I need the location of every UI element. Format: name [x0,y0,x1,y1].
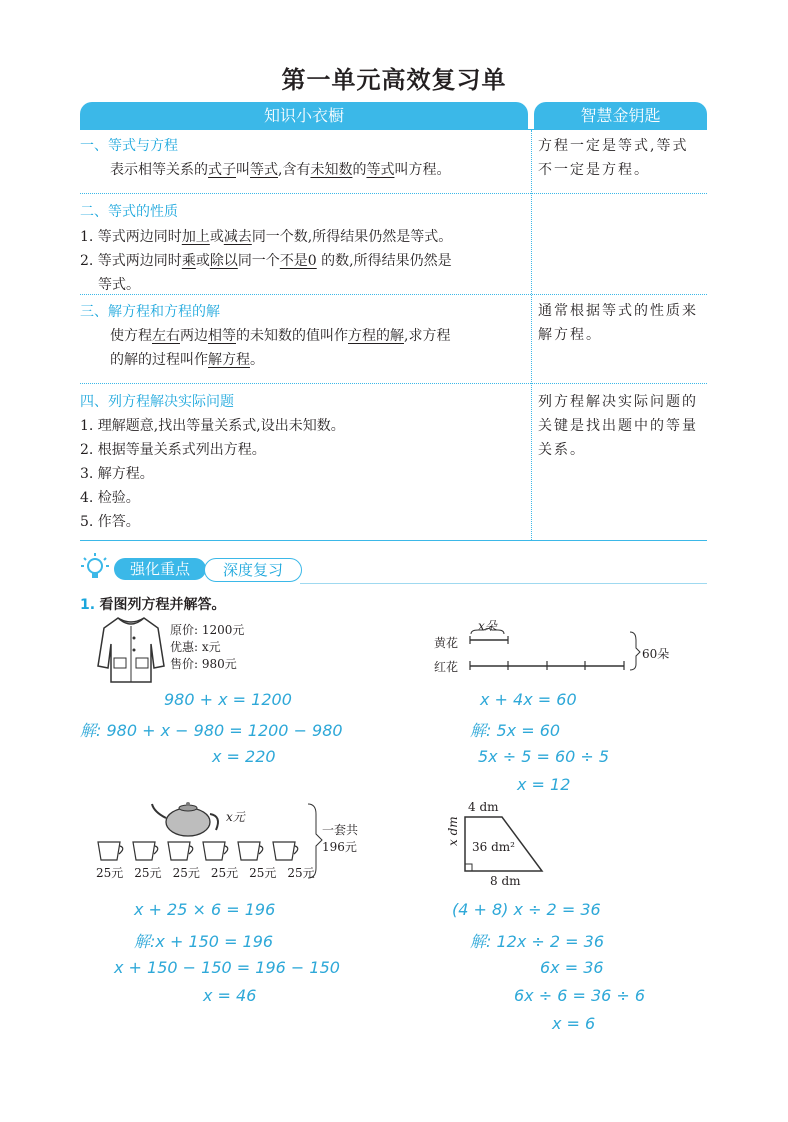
cup-icon [238,842,260,860]
page-title: 第一单元高效复习单 [281,66,507,94]
tip-line: 方程一定是等式,等式 [538,138,689,154]
list-item: 3. 解方程。 [80,466,154,482]
blank-answer: 方程的解 [348,328,404,344]
list-item: 1. 理解题意,找出等量关系式,设出未知数。 [80,418,345,434]
teapot-icon [150,798,226,840]
tip-line: 关系。 [538,442,586,458]
yellow-length-label: x朵 [478,619,497,633]
list-item: 5. 作答。 [80,514,140,530]
text: 叫方程。 [394,162,451,178]
row-divider [80,193,707,194]
work-line: 解: 980 + x − 980 = 1200 − 980 [80,721,343,740]
tip-1 [538,134,688,182]
text: 的解的过程叫作 [110,352,208,368]
blank-answer: 加上 [181,229,210,245]
text: 或 [209,229,224,245]
cup-price: 25元 [249,866,277,880]
cup-prices [96,864,315,881]
cup-icon [133,842,155,860]
text: 的未知数的值叫作 [236,328,348,344]
text: 的 [352,162,367,178]
table-bottom-rule [80,540,707,541]
cup-icon [168,842,190,860]
segment-diagram [468,628,648,674]
banner-key-points: 强化重点 [114,558,206,580]
section-1-text [110,158,450,182]
yellow-label: 黄花 [434,636,459,650]
discount: 优惠: x元 [170,640,221,654]
tip-line: 通常根据等式的性质来 [538,303,698,319]
column-divider [531,130,532,540]
work-line: 解:x + 150 = 196 [134,932,274,951]
original-price: 原价: 1200元 [170,623,245,637]
text: 或 [195,253,210,269]
tip-line: 列方程解决实际问题的 [538,394,698,410]
height-label: x dm [446,816,460,846]
blank-answer: 乘 [181,253,196,269]
line: 等式。 [98,277,140,293]
cup-price: 25元 [210,866,239,880]
area-label: 36 dm² [472,840,515,854]
blank-answer: 等式 [250,162,278,178]
bottom-length: 8 dm [490,874,521,888]
cup-price: 25元 [287,866,315,880]
list-item: 4. 检验。 [80,490,140,506]
banner-deep-review: 深度复习 [204,558,302,582]
set-label: 一套共 [322,823,359,837]
text: 两边 [180,328,208,344]
section-3-text [80,324,450,372]
work-line: x = 12 [517,775,571,794]
cup-price: 25元 [172,866,200,880]
work-line: x = 220 [212,747,276,766]
section-2-text [80,225,452,297]
section-4-title: 四、列方程解决实际问题 [80,394,234,410]
work-line: 解: 5x = 60 [470,721,561,740]
blank-answer: 式子 [208,162,236,178]
tip-line: 解方程。 [538,327,602,343]
teapot-price: x元 [226,810,245,824]
blank-answer: 等式 [366,162,395,178]
text: 。 [250,352,264,368]
line [80,249,452,273]
tip-line: 不一定是方程。 [538,162,650,178]
row-divider [80,383,707,384]
blank-answer: 解方程 [208,352,250,368]
blank-answer: 相等 [208,328,236,344]
coat-icon [96,614,166,686]
section-4-list [80,414,345,534]
text: 1. 等式两边同时 [80,229,182,245]
set-amount: 196元 [322,840,357,854]
work-line: 980 + x = 1200 [164,690,292,709]
sale-price: 售价: 980元 [170,657,237,671]
blank-answer: 不是0 [279,253,317,269]
question-1 [80,594,226,614]
cup-price: 25元 [134,866,162,880]
text: ,含有 [278,162,311,178]
text: 叫 [236,162,250,178]
work-line: 6x ÷ 6 = 36 ÷ 6 [514,986,646,1005]
section-2-title: 二、等式的性质 [80,204,178,220]
section-1-title: 一、等式与方程 [80,138,178,154]
cups-row [94,836,304,866]
line [80,324,450,348]
work-line: (4 + 8) x ÷ 2 = 36 [452,900,601,919]
work-line: x + 4x = 60 [480,690,577,709]
work-line: x + 25 × 6 = 196 [134,900,276,919]
blank-answer: 左右 [152,328,180,344]
question-text: 看图列方程并解答。 [99,597,226,613]
work-line: 解: 12x ÷ 2 = 36 [470,932,605,951]
blank-answer: 未知数 [310,162,353,178]
text: ,求方程 [404,328,451,344]
tip-line: 关键是找出题中的等量 [538,418,698,434]
lightbulb-icon [80,552,110,582]
blank-answer: 除以 [209,253,238,269]
text: 同一个数,所得结果仍然是等式。 [251,229,453,245]
top-length: 4 dm [468,800,499,814]
work-line: x = 46 [203,986,257,1005]
work-line: 5x ÷ 5 = 60 ÷ 5 [478,747,610,766]
cup-price: 25元 [96,866,124,880]
total-label: 60朵 [642,647,670,661]
line [80,348,450,372]
header-tips: 智慧金钥匙 [534,102,707,130]
text: 使方程 [110,328,152,344]
list-item: 2. 根据等量关系式列出方程。 [80,442,266,458]
work-line: 6x = 36 [540,958,604,977]
line [80,225,452,249]
red-label: 红花 [434,660,459,674]
header-knowledge: 知识小衣橱 [80,102,528,130]
tip-3 [538,299,698,347]
header-rule [80,129,707,130]
blank-answer: 减去 [223,229,252,245]
work-line: x = 6 [552,1014,596,1033]
question-number: 1. [80,597,96,613]
cup-icon [98,842,120,860]
tip-4 [538,390,698,462]
section-3-title: 三、解方程和方程的解 [80,304,220,320]
cup-icon [203,842,225,860]
cup-icon [273,842,295,860]
text: 同一个 [237,253,280,269]
banner-rule [300,583,707,584]
text: 2. 等式两边同时 [80,253,182,269]
work-line: x + 150 − 150 = 196 − 150 [114,958,340,977]
coat-price-labels [170,622,244,673]
text: 的数,所得结果仍然是 [316,253,452,269]
set-total [322,822,358,856]
text: 表示相等关系的 [110,162,208,178]
row-divider [80,294,707,295]
